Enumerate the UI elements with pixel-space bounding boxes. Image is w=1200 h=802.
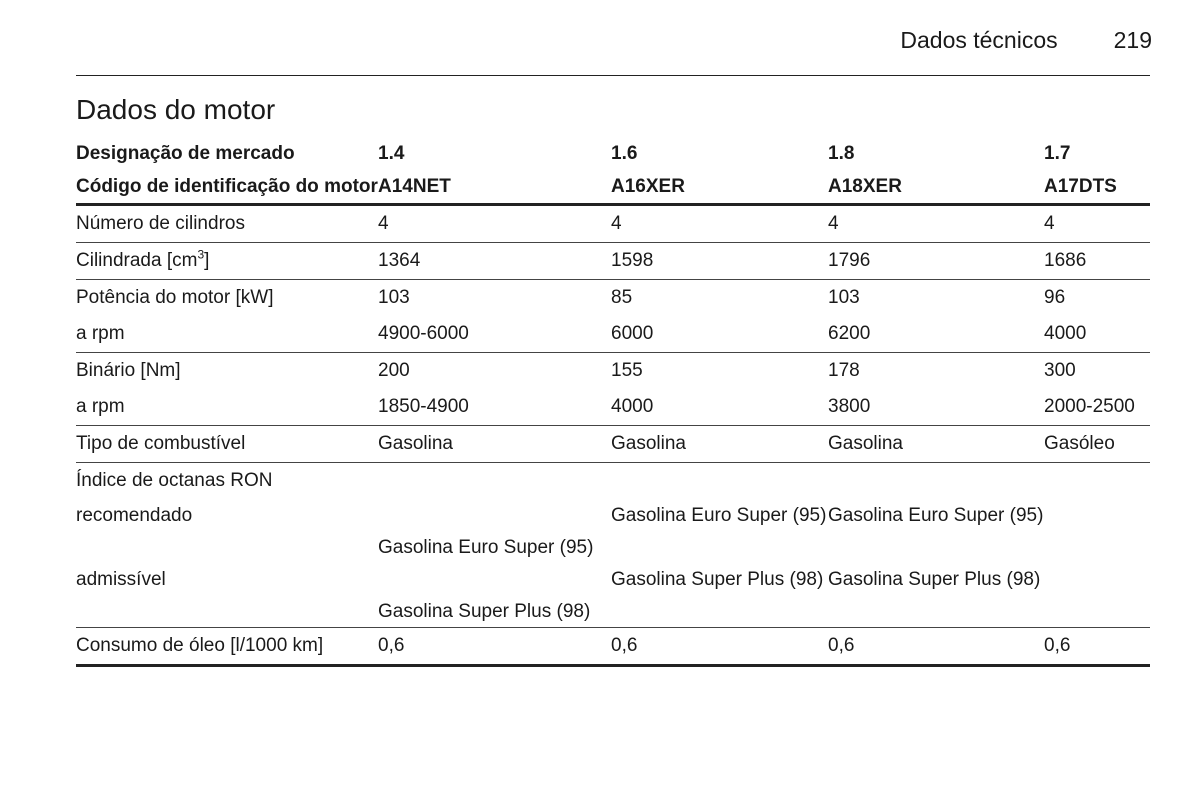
- row-label: Designação de mercado: [76, 142, 295, 164]
- table-row-power-rpm: [76, 316, 1150, 353]
- table-cell: 6200: [828, 316, 1044, 353]
- table-cell: 1364: [378, 243, 611, 280]
- table-cell: Gasolina Super Plus (98): [611, 563, 828, 628]
- table-row-oil-consumption: [76, 628, 1150, 666]
- table-cell: 4000: [1044, 316, 1150, 353]
- row-label: a rpm: [76, 316, 378, 353]
- table-cell: 200: [378, 360, 410, 381]
- table-row-recommended: [76, 499, 1150, 563]
- table-row-designation: [76, 134, 1150, 170]
- table-cell: A16XER: [611, 170, 828, 205]
- table-cell: Gasolina Super Plus (98): [378, 563, 611, 628]
- row-label: recomendado: [76, 505, 193, 526]
- table-row-fuel: [76, 426, 1150, 463]
- unit-superscript: 3: [197, 247, 205, 262]
- table-cell: 1.4: [378, 142, 405, 164]
- row-label: Binário [Nm]: [76, 360, 181, 381]
- table-cell: 6000: [611, 316, 828, 353]
- table-cell: 4: [611, 205, 828, 243]
- engine-data-table: [76, 134, 1150, 667]
- table-cell: Gasolina Euro Super (95): [611, 505, 827, 526]
- table-cell: 1796: [828, 243, 1044, 280]
- table-cell: 4: [378, 205, 611, 243]
- table-cell: 0,6: [378, 628, 611, 666]
- row-label: Índice de octanas RON: [76, 470, 273, 491]
- table-cell: 1598: [611, 243, 828, 280]
- table-row-engine-code: [76, 170, 1150, 205]
- table-cell: A18XER: [828, 170, 1044, 205]
- row-label: Código de identificação do motor: [76, 170, 378, 205]
- row-label: a rpm: [76, 389, 378, 426]
- table-row-permissible: [76, 563, 1150, 628]
- table-cell: 0,6: [611, 628, 828, 666]
- table-cell: 155: [611, 360, 643, 381]
- table-cell: 85: [611, 287, 633, 308]
- row-label: Cilindrada $[cm^3]$: [76, 243, 378, 280]
- table-cell: 3800: [828, 389, 1044, 426]
- row-label: Número de cilindros: [76, 205, 378, 243]
- table-cell: Gasolina Super Plus (98): [828, 563, 1044, 628]
- table-cell: A14NET: [378, 170, 611, 205]
- page-title: Dados do motor: [76, 94, 276, 125]
- section-title: Dados técnicos: [900, 26, 1058, 53]
- table-cell: 1.7: [1044, 142, 1071, 164]
- page-header: [76, 24, 1152, 56]
- table-cell: 178: [828, 360, 860, 381]
- table-cell: [1044, 563, 1150, 628]
- table-row-displacement: [76, 243, 1150, 280]
- row-label: Tipo de combustível: [76, 426, 378, 463]
- table-cell: 103: [378, 287, 410, 308]
- row-label: Consumo de óleo [l/1000 km]: [76, 628, 378, 666]
- table-cell: 1686: [1044, 243, 1150, 280]
- table-cell: 4000: [611, 389, 828, 426]
- table-cell: 4900-6000: [378, 316, 611, 353]
- table-cell: 1850-4900: [378, 389, 611, 426]
- row-label: admissível: [76, 563, 378, 628]
- row-label: Potência do motor [kW]: [76, 287, 274, 308]
- table-cell: [1044, 499, 1150, 563]
- table-cell: Gasóleo: [1044, 426, 1150, 463]
- header-divider: [76, 75, 1150, 76]
- table-row-torque-rpm: [76, 389, 1150, 426]
- table-cell: 96: [1044, 287, 1066, 308]
- table-cell: 2000-2500: [1044, 389, 1150, 426]
- table-cell: Gasolina Euro Super (95): [828, 505, 1044, 526]
- table-cell: 4: [1044, 205, 1150, 243]
- table-row-torque: [76, 353, 1150, 390]
- table-cell: 1.8: [828, 142, 855, 164]
- table-cell: Gasolina: [378, 426, 611, 463]
- table-cell: 103: [828, 287, 860, 308]
- table-cell: 0,6: [828, 628, 1044, 666]
- table-row-octane: [76, 463, 1150, 500]
- table-row-cylinders: [76, 205, 1150, 243]
- table-cell: Gasolina: [828, 426, 1044, 463]
- table-cell: A17DTS: [1044, 170, 1150, 205]
- table-cell: Gasolina Euro Super (95): [378, 537, 594, 558]
- table-cell: Gasolina: [611, 426, 828, 463]
- table-cell: 4: [828, 205, 1044, 243]
- table-cell: 1.6: [611, 142, 638, 164]
- table-cell: 0,6: [1044, 628, 1150, 666]
- table-cell: 300: [1044, 360, 1076, 381]
- table-row-power: [76, 280, 1150, 317]
- page-number: 219: [1113, 26, 1152, 53]
